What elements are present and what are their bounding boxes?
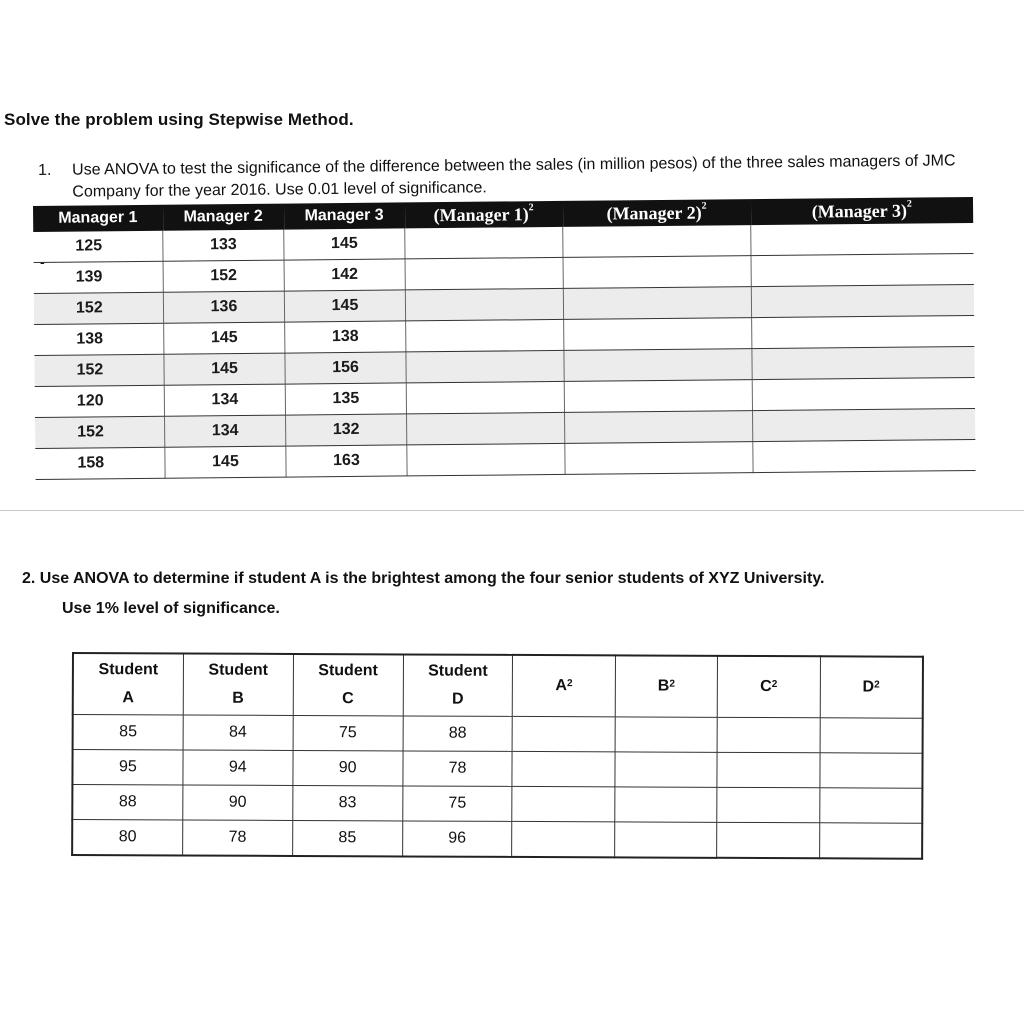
empty-cell (819, 823, 922, 859)
exponent: 2 (701, 200, 707, 212)
empty-cell (752, 408, 975, 441)
empty-cell (406, 319, 564, 352)
cell: 152 (34, 354, 164, 386)
question-2-line-2: Use 1% level of significance. (62, 600, 280, 617)
cell: 139 (34, 261, 164, 293)
section-divider (0, 510, 1024, 511)
cell: 125 (33, 231, 163, 263)
row-mark: - (40, 254, 45, 270)
table-row (72, 785, 922, 824)
sales-table-body (33, 223, 975, 480)
empty-cell (820, 718, 923, 753)
header-manager-3: Manager 3 (283, 202, 404, 229)
header-manager-1: Manager 1 (33, 205, 163, 232)
question-1-text: Use ANOVA to test the significance of the difference between the sales (in million pesos) of the three sales managers of JMC Company for the year 2016. Use 0.01 level of significance. (72, 152, 956, 201)
empty-cell (513, 716, 616, 751)
cell: 156 (285, 352, 406, 384)
header-label: (Manager 2) (606, 202, 702, 223)
header-bottom: A (122, 689, 135, 707)
empty-cell (751, 223, 974, 256)
cell: 83 (292, 785, 402, 820)
cell: 134 (165, 415, 286, 447)
cell: 95 (72, 750, 183, 785)
cell: 90 (183, 785, 293, 820)
exponent: 2 (874, 679, 880, 691)
empty-cell (753, 439, 976, 472)
question-2 (22, 564, 1012, 624)
exponent: 2 (669, 678, 675, 690)
student-table-body (72, 715, 923, 859)
empty-cell (615, 717, 718, 752)
empty-cell (512, 786, 615, 821)
header-student-c (293, 654, 403, 716)
cell: 145 (164, 322, 285, 354)
header-student-b (183, 653, 293, 715)
header-bottom: D (451, 690, 464, 708)
header-student-d (403, 654, 513, 716)
header-label: (Manager 3) (811, 200, 908, 222)
cell: 135 (285, 383, 406, 415)
table-row (72, 750, 922, 789)
cell: 75 (402, 786, 512, 821)
exponent: 2 (771, 679, 778, 691)
cell: 133 (163, 230, 284, 262)
empty-cell (563, 225, 751, 257)
cell: 142 (284, 259, 405, 291)
cell: 145 (284, 290, 405, 322)
header-b-squared (615, 655, 718, 717)
header-manager-1-squared (404, 201, 562, 229)
empty-cell (512, 821, 615, 857)
header-a-squared (513, 655, 616, 717)
empty-cell (565, 442, 753, 475)
empty-cell (564, 318, 752, 351)
empty-cell (565, 411, 753, 444)
header-top: Student (208, 661, 269, 679)
cell: 158 (35, 447, 165, 479)
header-top: Student (318, 662, 378, 680)
exponent: 2 (528, 201, 534, 213)
cell: 88 (403, 716, 513, 751)
question-2-line-1 (22, 564, 1012, 594)
header-c-squared (717, 656, 820, 718)
header-label: C (760, 678, 772, 696)
student-table-header-row (73, 653, 923, 718)
cell: 163 (286, 445, 407, 477)
header-manager-2: Manager 2 (162, 204, 283, 231)
empty-cell (615, 787, 718, 822)
header-manager-3-squared (750, 197, 973, 225)
question-2-number: 2. (22, 570, 36, 587)
empty-cell (717, 752, 820, 787)
cell: 84 (183, 715, 293, 750)
cell: 152 (163, 260, 284, 292)
cell: 152 (34, 292, 164, 324)
empty-cell (717, 822, 820, 858)
empty-cell (407, 443, 565, 476)
cell: 145 (284, 228, 405, 260)
empty-cell (563, 256, 751, 289)
cell: 138 (285, 321, 406, 353)
empty-cell (717, 717, 820, 752)
header-label: D (862, 678, 875, 696)
empty-cell (751, 284, 974, 317)
header-manager-2-squared (562, 199, 750, 227)
cell: 96 (402, 821, 512, 857)
header-top: Student (98, 661, 159, 679)
empty-cell (819, 788, 922, 823)
exponent: 2 (566, 678, 573, 690)
empty-cell (564, 380, 752, 413)
top-margin (0, 0, 1024, 70)
empty-cell (752, 346, 975, 379)
cell: 94 (183, 750, 293, 785)
empty-cell (615, 752, 718, 787)
header-d-squared (820, 656, 923, 718)
cell: 78 (402, 751, 512, 786)
empty-cell (563, 287, 751, 320)
empty-cell (819, 753, 922, 788)
empty-cell (614, 822, 717, 858)
exponent: 2 (906, 198, 912, 210)
cell: 136 (163, 291, 284, 323)
empty-cell (405, 288, 563, 321)
cell: 132 (286, 414, 407, 446)
table-row (73, 715, 923, 754)
empty-cell (405, 227, 563, 259)
sales-table (33, 197, 976, 480)
header-label: (Manager 1) (433, 203, 529, 225)
question-1-number: 1. (38, 161, 52, 179)
cell: 75 (293, 715, 403, 750)
student-scores-table (71, 652, 924, 860)
header-label: B (657, 677, 670, 695)
header-bottom: B (232, 689, 244, 707)
cell: 90 (293, 750, 403, 785)
cell: 120 (35, 385, 165, 417)
empty-cell (751, 253, 974, 286)
empty-cell (752, 377, 975, 410)
question-1 (38, 150, 1008, 204)
cell: 78 (182, 820, 292, 856)
page-heading: Solve the problem using Stepwise Method. (4, 110, 354, 129)
table-row (72, 820, 922, 859)
cell: 88 (72, 785, 183, 820)
cell: 85 (73, 715, 184, 750)
empty-cell (407, 412, 565, 445)
empty-cell (405, 257, 563, 290)
cell: 152 (35, 416, 165, 448)
header-top: Student (428, 662, 488, 680)
header-label: A (555, 677, 568, 695)
empty-cell (406, 350, 564, 383)
cell: 134 (164, 384, 285, 416)
cell: 145 (165, 446, 286, 478)
cell: 85 (292, 820, 402, 856)
cell: 145 (164, 353, 285, 385)
header-bottom: C (342, 690, 354, 708)
empty-cell (564, 349, 752, 382)
header-student-a (73, 653, 184, 715)
empty-cell (406, 381, 564, 414)
cell: 138 (34, 323, 164, 355)
empty-cell (717, 787, 820, 822)
cell: 80 (72, 820, 183, 856)
empty-cell (512, 751, 615, 786)
empty-cell (752, 315, 975, 348)
question-2-text: Use ANOVA to determine if student A is the brightest among the four senior students of XYZ University. (39, 570, 825, 587)
